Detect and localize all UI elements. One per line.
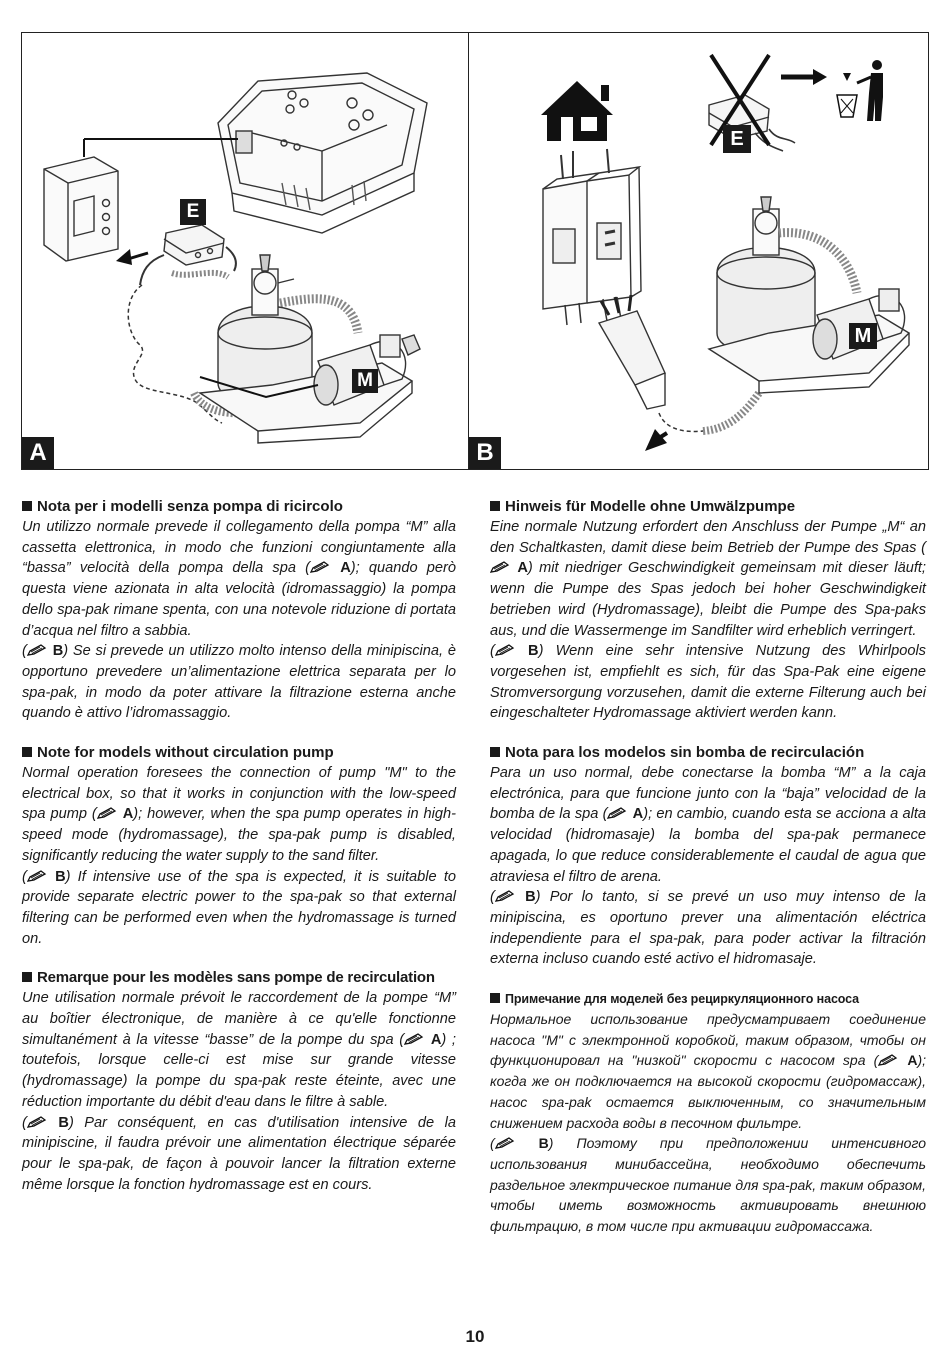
- paragraph-2: ( B) Por lo tanto, si se prevé un uso muy intenso de la minipiscina, es oportuno prever una alimentación eléctrica independiente para el spa-pak, para poder activar la filtración externa incluso cuando esté activo el hidromasaje.: [490, 889, 926, 968]
- section-english: [22, 743, 456, 949]
- pencil-note-icon: [27, 1116, 47, 1128]
- section-german: [490, 497, 926, 724]
- bullet-square-icon: [22, 747, 32, 757]
- motor-tag-m: M: [849, 323, 877, 349]
- pencil-note-icon: [490, 561, 510, 573]
- paragraph-2: ( B) Par conséquent, en cas d'utilisation intensive de la minipiscine, il faudra prévoir une alimentation électrique séparée pour le spa-pak, de façon à pouvoir lancer la filtration externe même lorsque la fonction hydromassage est en cours.: [22, 1114, 456, 1193]
- bullet-square-icon: [22, 972, 32, 982]
- circuit-breaker-illustration: [543, 149, 641, 325]
- trash-bin-icon: [837, 60, 883, 121]
- box-tag-e: E: [723, 125, 751, 153]
- section-spanish: [490, 743, 926, 970]
- bullet-square-icon: [490, 747, 500, 757]
- pencil-note-icon: [404, 1033, 424, 1045]
- section-french: [22, 968, 456, 1195]
- left-column: [22, 497, 456, 1214]
- figure-a-illustration: [22, 33, 469, 470]
- spa-tub-illustration: [218, 73, 427, 233]
- figure-b-label: B: [469, 437, 501, 469]
- section-heading: Nota per i modelli senza pompa di ricircolo: [22, 497, 456, 517]
- box-tag-e: E: [180, 199, 206, 225]
- bullet-square-icon: [490, 501, 500, 511]
- paragraph-1: Une utilisation normale prévoit le raccordement de la pompe “M” au boîtier électronique, de manière à ce qu'elle fonctionne simultanément à la vitesse “basse” de la pompe du spa ( A) ; toutefois, lorsque celle-ci est mise sur grande vitesse (hydromassage) la pompe du spa-pak reste éteinte, avec une réduction importante du débit d'eau dans le filtre à sable.: [22, 990, 456, 1110]
- control-box-illustration: [44, 157, 118, 261]
- paragraph-1: Para un uso normal, debe conectarse la bomba “M” a la caja electrónica, para que funcione junto con la “baja” velocidad de la bomba de la spa ( A); en cambio, cuando esta se acciona a alta velocidad (hidromasaje) la bomba del spa-pak permanece apagada, lo que reduce considerablemente el caudal de agua que atraviesa el filtro de arena.: [490, 765, 926, 885]
- pencil-note-icon: [97, 807, 117, 819]
- junction-box-e-illustration: [164, 225, 224, 265]
- figure-b: [468, 32, 929, 470]
- right-column: [490, 497, 926, 1256]
- section-heading: Remarque pour les modèles sans pompe de recirculation: [22, 968, 456, 988]
- pencil-note-icon: [495, 890, 515, 902]
- paragraph-1: Нормальное использование предусматривает соединение насоса "M" с электронной коробкой, таким образом, чтобы он функционировал на "низкой" скорости с насосом spa ( A); когда же он подключается на высокой скорости (гидромассаж), насос spa-pak остается выключенным, со значительным снижением расхода воды в песочном фильтре.: [490, 1011, 926, 1131]
- paragraph-2: ( B) Wenn eine sehr intensive Nutzung des Whirlpools vorgesehen ist, empfiehlt es sich, für das Spa-Pak eine eigene Stromversorgung vorzusehen, damit die externe Filterung auch bei eingeschalteter Hydromassage aktiviert werden kann.: [490, 643, 926, 722]
- pencil-note-icon: [495, 644, 515, 656]
- pencil-note-icon: [27, 870, 47, 882]
- section-italian: [22, 497, 456, 724]
- figure-a-label: A: [22, 437, 54, 469]
- paragraph-1: Un utilizzo normale prevede il collegamento della pompa “M” alla cassetta elettronica, in modo che funzioni congiuntamente alla “bassa” velocità della pompa della spa ( A); quando però questa viene azionata in alta velocità (idromassaggio) la pompa dello spa-pak rimane spenta, con una notevole riduzione di portata d’acqua nel filtro a sabbia.: [22, 519, 456, 639]
- page-number: 10: [465, 1327, 485, 1346]
- pencil-note-icon: [607, 807, 627, 819]
- section-heading: Note for models without circulation pump: [22, 743, 456, 763]
- section-heading: Nota para los modelos sin bomba de recirculación: [490, 743, 926, 763]
- house-icon: [541, 81, 613, 141]
- motor-tag-m: M: [352, 369, 378, 393]
- bullet-square-icon: [22, 501, 32, 511]
- section-heading: Примечание для моделей без рециркуляционного насоса: [490, 989, 926, 1009]
- sand-filter-illustration: [709, 197, 909, 393]
- paragraph-1: Eine normale Nutzung erfordert den Anschluss der Pumpe „M“ an den Schaltkasten, damit diese beim Betrieb der Pumpe des Spas ( A) mit niedriger Geschwindigkeit gemeinsam mit dieser läuft; wenn die Pumpe des Spas jedoch bei hoher Geschwindigkeit betrieben wird (Hydromassage), bleibt die Pumpe des Spa-paks aus, und die Wassermenge im Sandfilter wird erheblich verringert.: [490, 519, 926, 639]
- pencil-note-icon: [27, 644, 47, 656]
- pencil-note-icon: [878, 1054, 898, 1066]
- pencil-note-icon: [495, 1137, 515, 1149]
- figure-b-illustration: [469, 33, 929, 470]
- paragraph-2: ( B) Поэтому при предположении интенсивного использования минибассейна, необходимо обеспечить раздельное электрическое питание для spa-pak, таким образом, чтобы иметь возможность активировать внешнюю фильтрацию, в том числе при активации гидромассажа.: [490, 1135, 926, 1235]
- section-russian: [490, 989, 926, 1237]
- bullet-square-icon: [490, 993, 500, 1003]
- section-heading: Hinweis für Modelle ohne Umwälzpumpe: [490, 497, 926, 517]
- junction-box-crossed-illustration: [709, 95, 795, 151]
- pencil-note-icon: [310, 561, 330, 573]
- power-cable-illustration: [599, 295, 665, 409]
- paragraph-2: ( B) If intensive use of the spa is expected, it is suitable to provide separate electric power to the spa-pak so that external filtering can be performed even when the hydromassage is turned on.: [22, 868, 456, 947]
- paragraph-2: ( B) Se si prevede un utilizzo molto intenso della minipiscina, è opportuno prevedere un’alimentazione elettrica separata per lo spa-pak, in modo da poter attivare la filtrazione esterna anche quando è attivo l’idromassaggio.: [22, 643, 457, 722]
- figure-a: [21, 32, 469, 470]
- paragraph-1: Normal operation foresees the connection of pump "M" to the electrical box, so that it works in conjunction with the low-speed spa pump ( A); however, when the spa pump operates in high-speed mode (hydromassage), the spa-pak pump is disabled, significantly reducing the water supply to the sand filter.: [22, 765, 456, 864]
